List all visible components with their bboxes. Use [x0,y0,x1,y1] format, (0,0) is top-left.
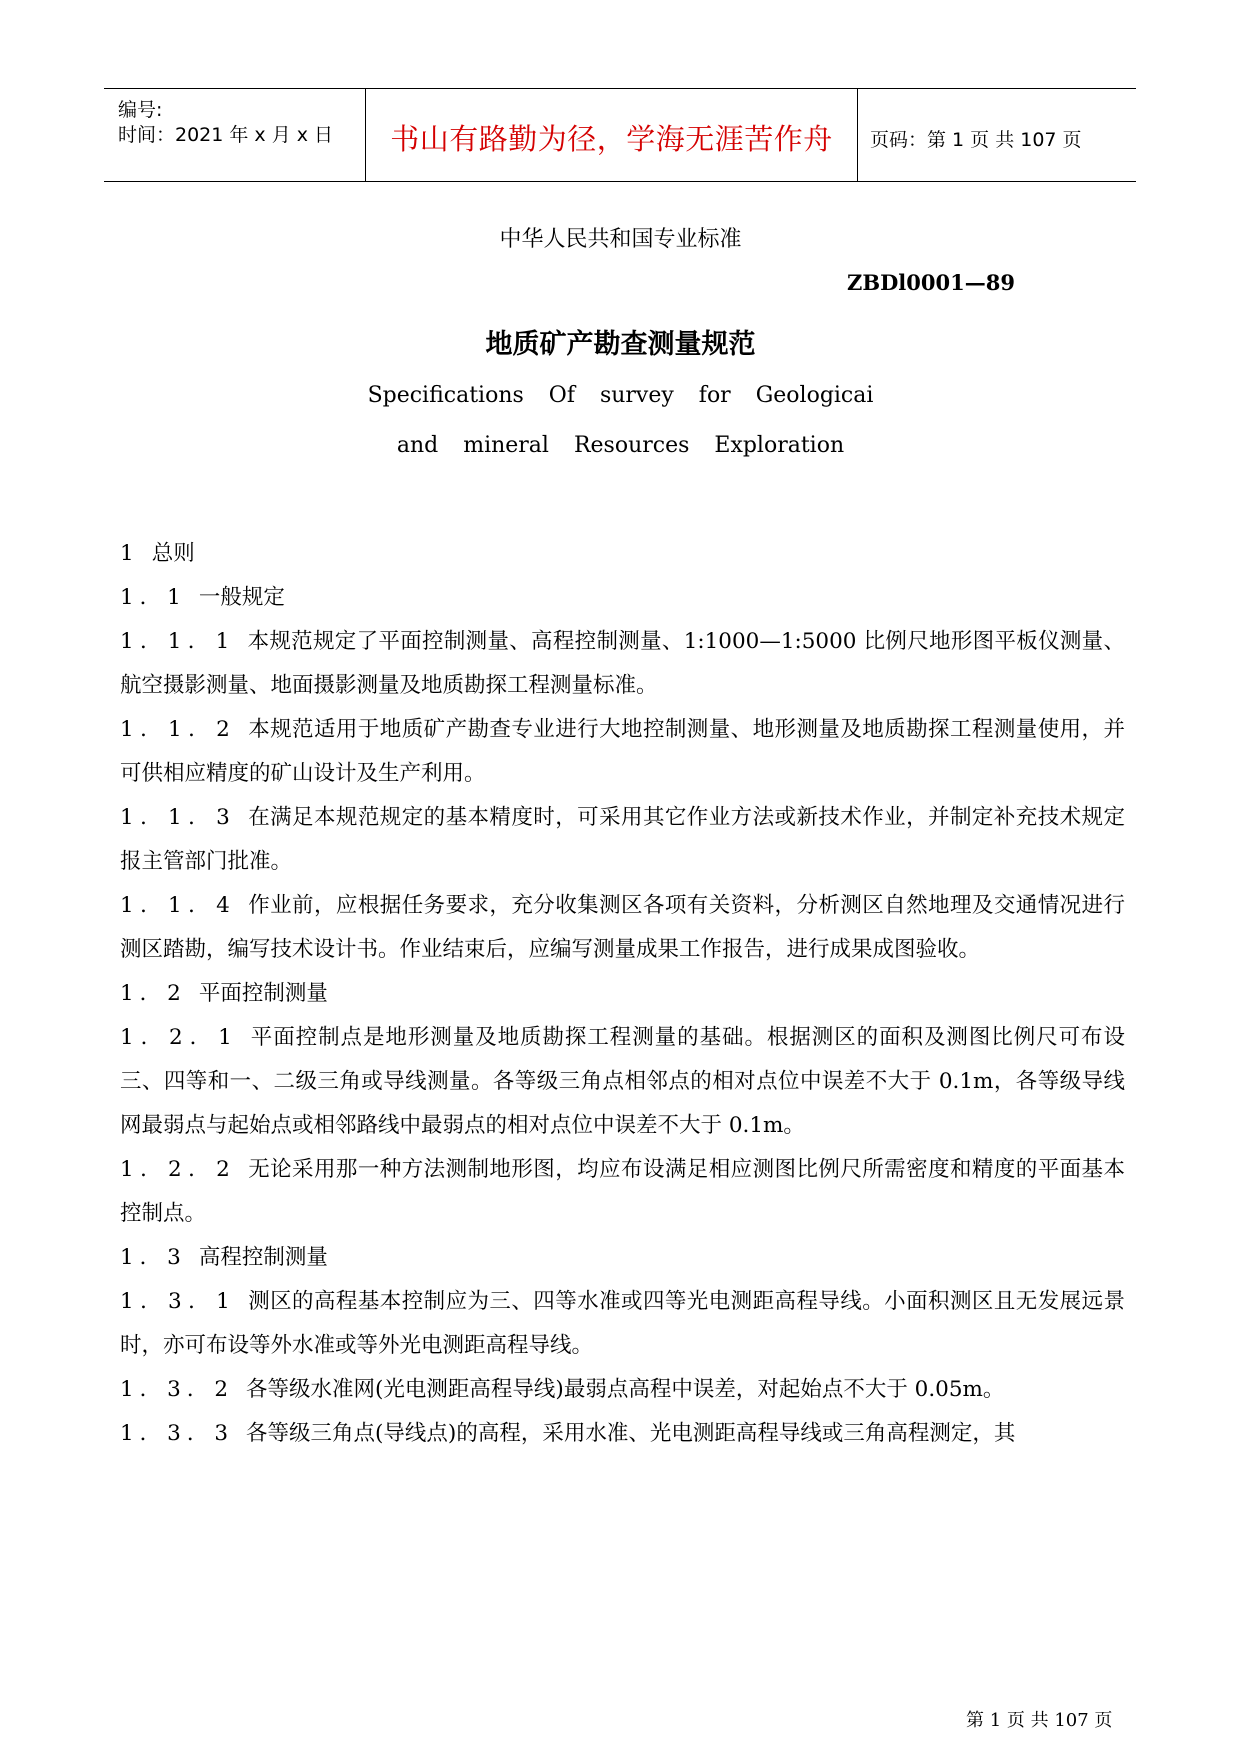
page-footer: 第 1 页 共 107 页 [966,1710,1113,1731]
clause-text: 本规范规定了平面控制测量、高程控制测量、1:1000—1:5000 比例尺地形图平板仪测量、航空摄影测量、地面摄影测量及地质勘探工程测量标准。 [120,629,1125,698]
clause-text: 测区的高程基本控制应为三、四等水准或四等光电测距高程导线。小面积测区且无发展远景时，亦可布设等外水准或等外光电测距高程导线。 [120,1289,1125,1358]
clause-paragraph [120,1412,1125,1456]
clause-number: 1．1．3 [120,805,236,830]
header-motto-cell [366,89,858,181]
motto-text: 书山有路勤为径，学海无涯苦作舟 [390,122,833,156]
english-title-line2: and mineral Resources Exploration [396,433,845,458]
heading-text: 高程控制测量 [198,1245,328,1270]
clause-number: 1 [120,541,140,566]
clause-number: 1．3 [120,1245,187,1270]
clause-number: 1．1．2 [120,717,236,742]
clause-number: 1．2．2 [120,1157,236,1182]
clause-text: 在满足本规范规定的基本精度时，可采用其它作业方法或新技术作业，并制定补充技术规定报主管部门批准。 [120,805,1125,874]
clause-number: 1．1．1 [120,629,236,654]
header-table [104,88,1136,182]
standard-type: 中华人民共和国专业标准 [499,227,742,252]
heading-text: 平面控制测量 [198,981,328,1006]
clause-paragraph [120,884,1125,972]
clause-number: 1．3．2 [120,1377,235,1402]
clause-text: 作业前，应根据任务要求，充分收集测区各项有关资料，分析测区自然地理及交通情况进行测区踏勘，编写技术设计书。作业结束后，应编写测量成果工作报告，进行成果成图验收。 [120,893,1125,962]
heading-text: 总则 [151,541,195,566]
document-title: 地质矿产勘查测量规范 [485,329,756,360]
clause-paragraph [120,620,1125,708]
english-title-line1: Specifications Of survey for Geologicai [367,383,874,408]
clause-paragraph [120,1016,1125,1148]
clause-number: 1．2．1 [120,1025,238,1050]
clause-text: 各等级水准网(光电测距高程导线)最弱点高程中误差，对起始点不大于 0.05m。 [246,1377,1005,1402]
standard-code: ZBDl0001—89 [847,270,1015,295]
clause-text: 本规范适用于地质矿产勘查专业进行大地控制测量、地形测量及地质勘探工程测量使用，并可供相应精度的矿山设计及生产利用。 [120,717,1125,786]
clause-number: 1．3．3 [120,1421,235,1446]
clause-text: 各等级三角点(导线点)的高程，采用水准、光电测距高程导线或三角高程测定，其 [246,1421,1016,1446]
header-page-info: 页码：第 1 页 共 107 页 [870,129,1082,151]
section-heading [120,1236,1125,1280]
clause-paragraph [120,1368,1125,1412]
clause-text: 平面控制点是地形测量及地质勘探工程测量的基础。根据测区的面积及测图比例尺可布设三、四等和一、二级三角或导线测量。各等级三角点相邻点的相对点位中误差不大于 0.1m，各等级导线网最弱点与起始点或相邻路线中最弱点的相对点位中误差不大于 0.1m。 [120,1025,1125,1138]
clause-paragraph [120,1280,1125,1368]
serial-label: 编号: [118,99,163,121]
heading-text: 一般规定 [198,585,285,610]
clause-number: 1．1．4 [120,893,236,918]
clause-paragraph [120,1148,1125,1236]
section-heading [120,576,1125,620]
header-meta-cell [104,89,366,181]
clause-number: 1．2 [120,981,187,1006]
clause-paragraph [120,708,1125,796]
section-heading [120,972,1125,1016]
clause-number: 1．1 [120,585,187,610]
clause-text: 无论采用那一种方法测制地形图，均应布设满足相应测图比例尺所需密度和精度的平面基本控制点。 [120,1157,1125,1226]
document-body [120,532,1125,1456]
clause-number: 1．3．1 [120,1289,236,1314]
clause-paragraph [120,796,1125,884]
header-page-cell [858,89,1136,181]
section-heading [120,532,1125,576]
time-label: 时间：2021 年 x 月 x 日 [118,124,334,146]
